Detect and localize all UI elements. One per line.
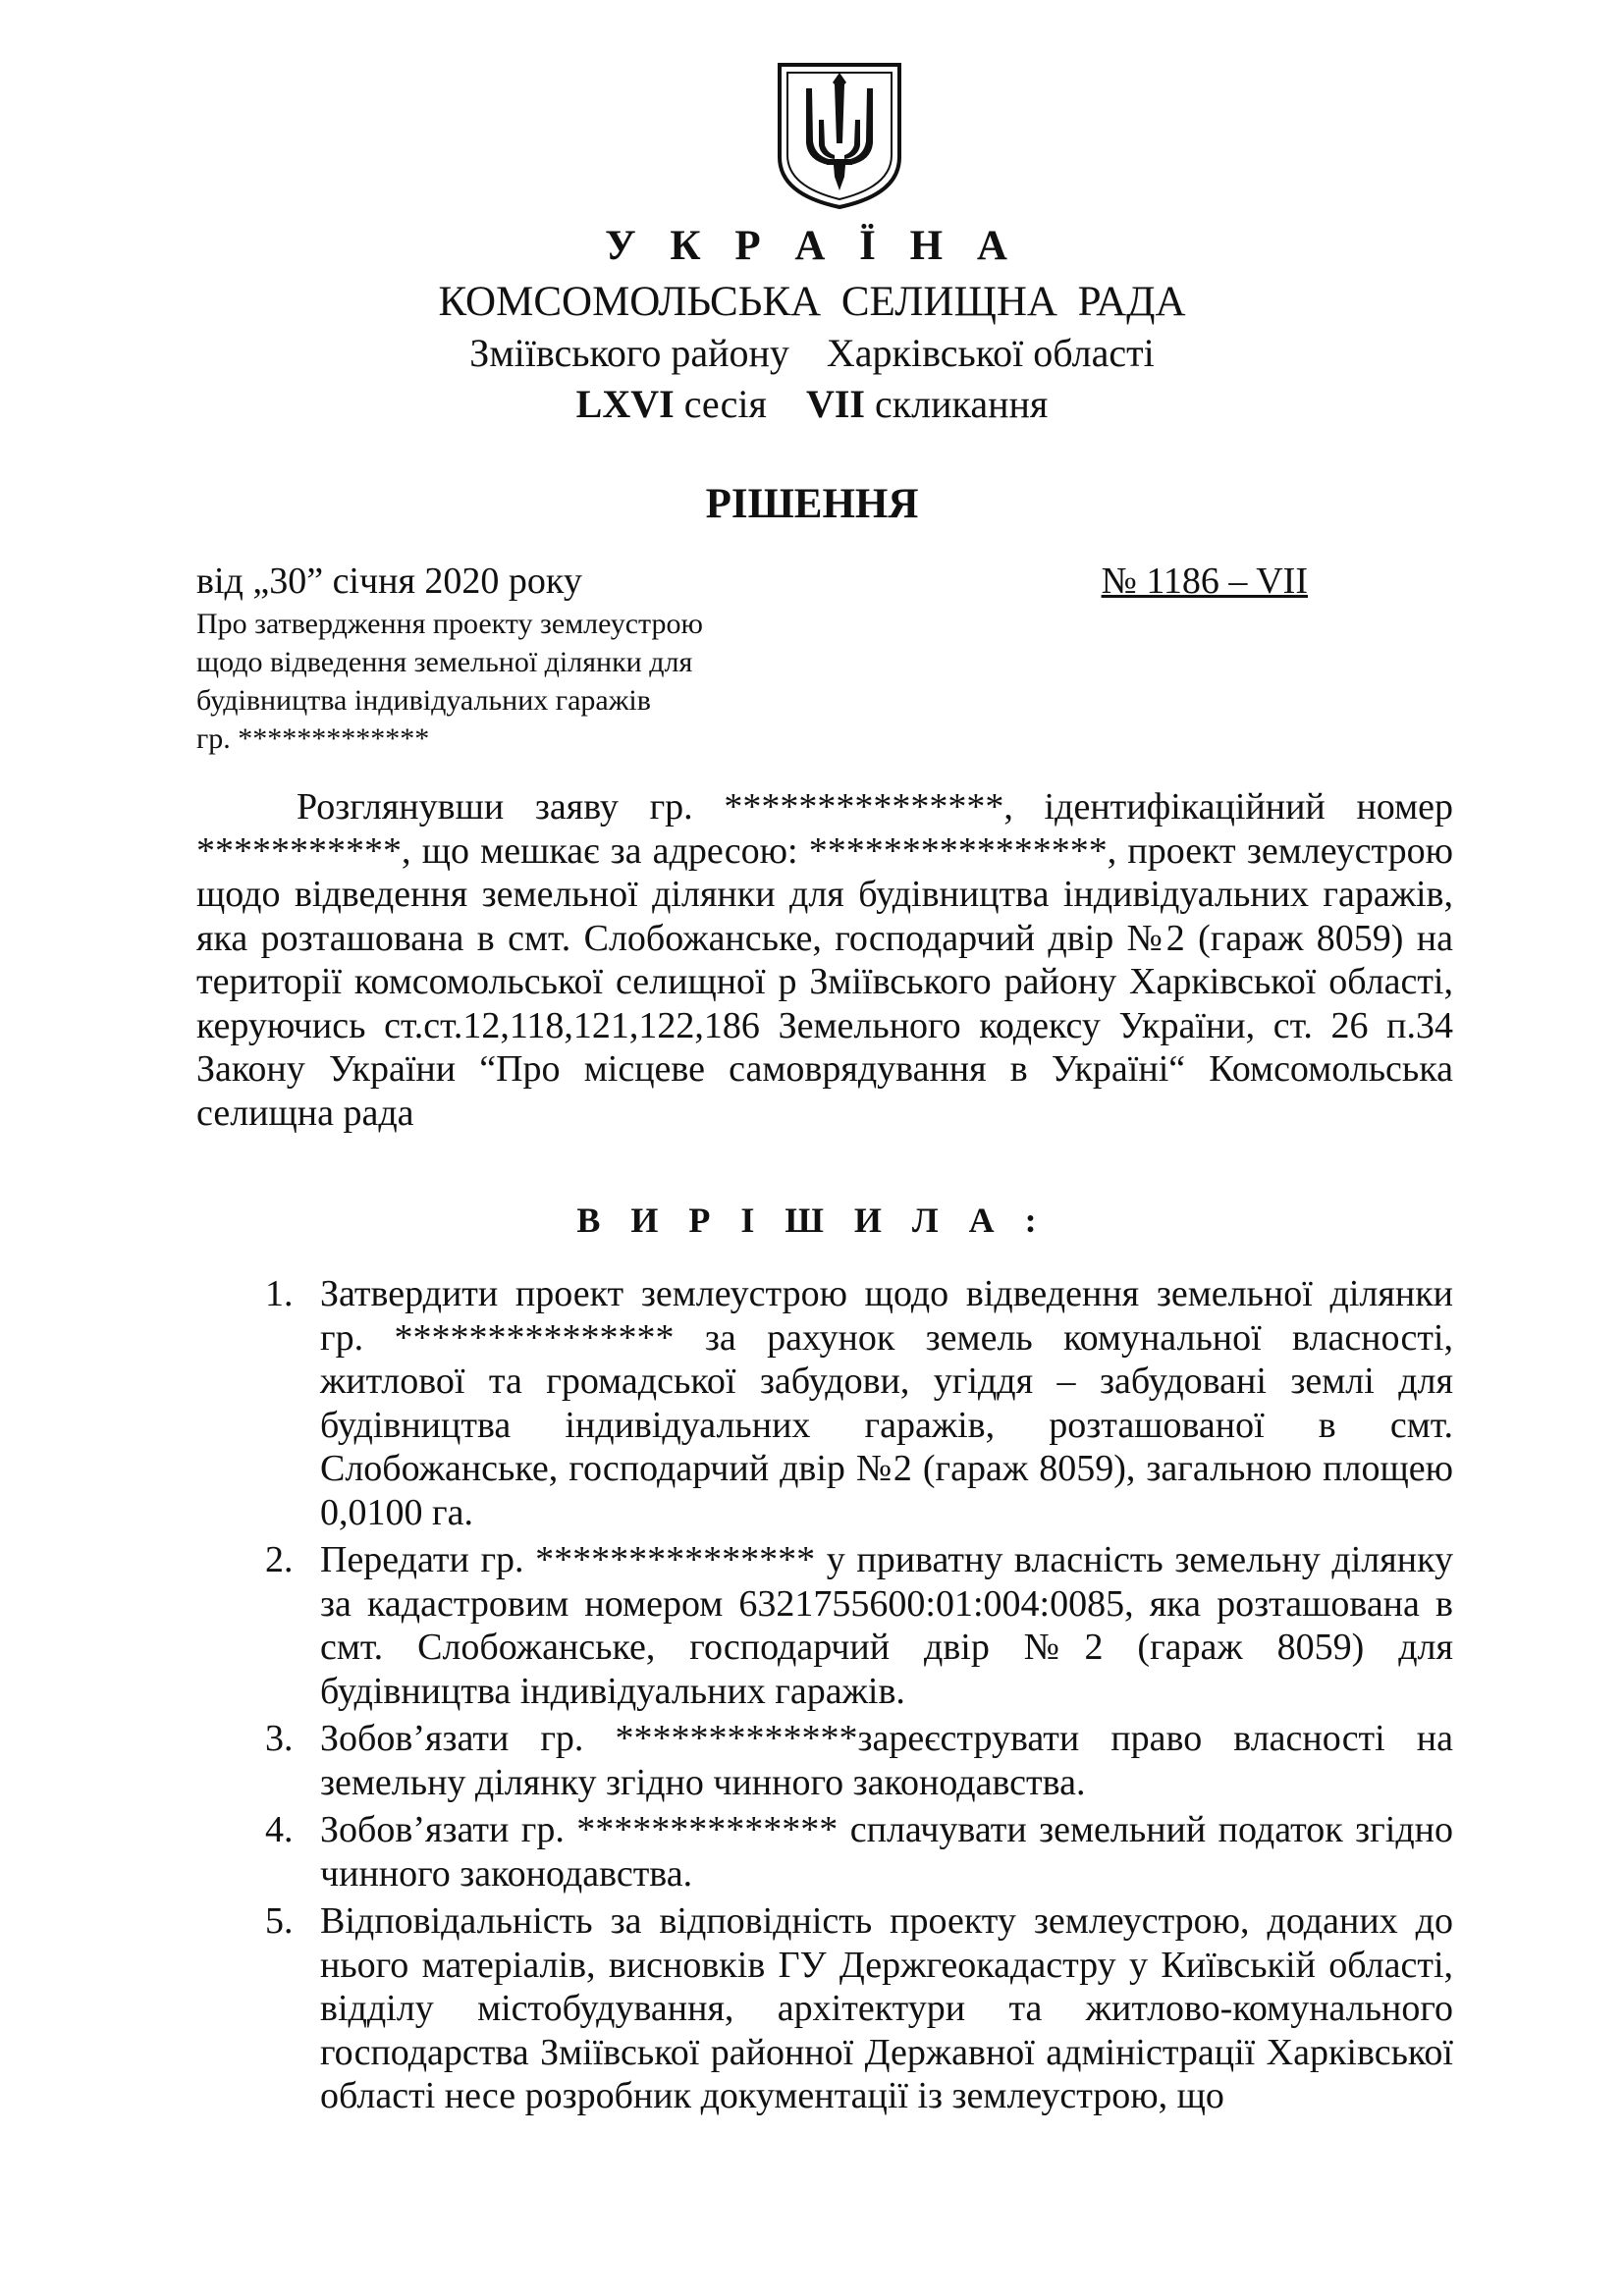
session-number: LXVI [575, 382, 675, 426]
decision-list [265, 1272, 1453, 2122]
council-name: КОМСОМОЛЬСЬКА СЕЛИЩНА РАДА [438, 279, 1186, 325]
decision-text: Затвердити проект землеустрою щодо відведення земельної ділянки гр. *************** за рахунок земель комунальної власності, житлової та громадської забудови, угіддя – забудовані землі для будівництва індивідуальних гаражів, розташованої в смт. Слобожанське, господарчий двір №2 (гараж 8059), загальною площею 0,0100 га. [320, 1273, 1453, 1533]
document-type-heading: РІШЕННЯ [705, 481, 919, 527]
decision-text: Відповідальність за відповідність проекту землеустрою, доданих до нього матеріалів, висновків ГУ Держгеокадастру у Київській області, відділу містобудування, архітектури та житлово-комунального господарства Зміївської районної Державної адміністрації Харківської області несе розробник документації із землеустрою, що [320, 1900, 1453, 2116]
document-date: від „30” січня 2020 року [196, 561, 582, 602]
subject-line: гр. ************* [196, 722, 430, 755]
decided-heading: В И Р І Ш И Л А : [576, 1201, 1048, 1240]
decision-number: 1. [265, 1273, 294, 1314]
decision-item [265, 1538, 1453, 1713]
subject-line: Про затвердження проекту землеустрою [196, 608, 703, 640]
decision-item [265, 1717, 1453, 1804]
session-line [0, 379, 1624, 430]
district-region-line [0, 328, 1624, 379]
decision-item [265, 1899, 1453, 2118]
document-subject [196, 605, 825, 758]
decision-number: 3. [265, 1718, 294, 1759]
convocation-word: скликання [874, 382, 1049, 426]
decision-number: 5. [265, 1900, 294, 1942]
document-number: № 1186 – VII [1101, 561, 1308, 602]
convocation-number: VII [805, 382, 865, 426]
decision-text: Зобов’язати гр. *************зареєструвати право власності на земельну ділянку згідно чинного законодавства. [320, 1718, 1453, 1803]
coat-of-arms-icon [776, 61, 903, 210]
subject-line: будівництва індивідуальних гаражів [196, 684, 651, 717]
decision-text: Передати гр. *************** у приватну власність земельну ділянку за кадастровим номером 6321755600:01:004:0085, яка розташована в смт. Слобожанське, господарчий двір №2 (гараж 8059) для будівництва індивідуальних гаражів. [320, 1539, 1453, 1712]
decision-item [265, 1272, 1453, 1534]
preamble-paragraph: Розглянувши заяву гр. ***************, ідентифікаційний номер ***********, що мешкає за адресою: ****************, проект землеустрою щодо відведення земельної ділянки для будівництва індивідуальних гаражів, яка розташована в смт. Слобожанське, господарчий двір №2 (гараж 8059) на території комсомольської селищної р Зміївського району Харківської області, керуючись ст.ст.12,118,121,122,186 Земельного кодексу України, ст. 26 п.34 Закону України “Про місцеве самоврядування в Україні“ Комсомольська селищна рада [196, 786, 1453, 1134]
country-title: У К Р А Ї Н А [605, 223, 1019, 269]
decision-number: 2. [265, 1539, 294, 1580]
decision-text: Зобов’язати гр. ************** сплачувати земельний податок згідно чинного законодавства. [320, 1809, 1453, 1895]
decision-item [265, 1808, 1453, 1896]
subject-line: щодо відведення земельної ділянки для [196, 646, 693, 678]
session-word: сесія [683, 382, 767, 426]
region-name: Харківської області [826, 331, 1155, 375]
decision-number: 4. [265, 1809, 294, 1850]
district-name: Зміївського району [469, 331, 789, 375]
